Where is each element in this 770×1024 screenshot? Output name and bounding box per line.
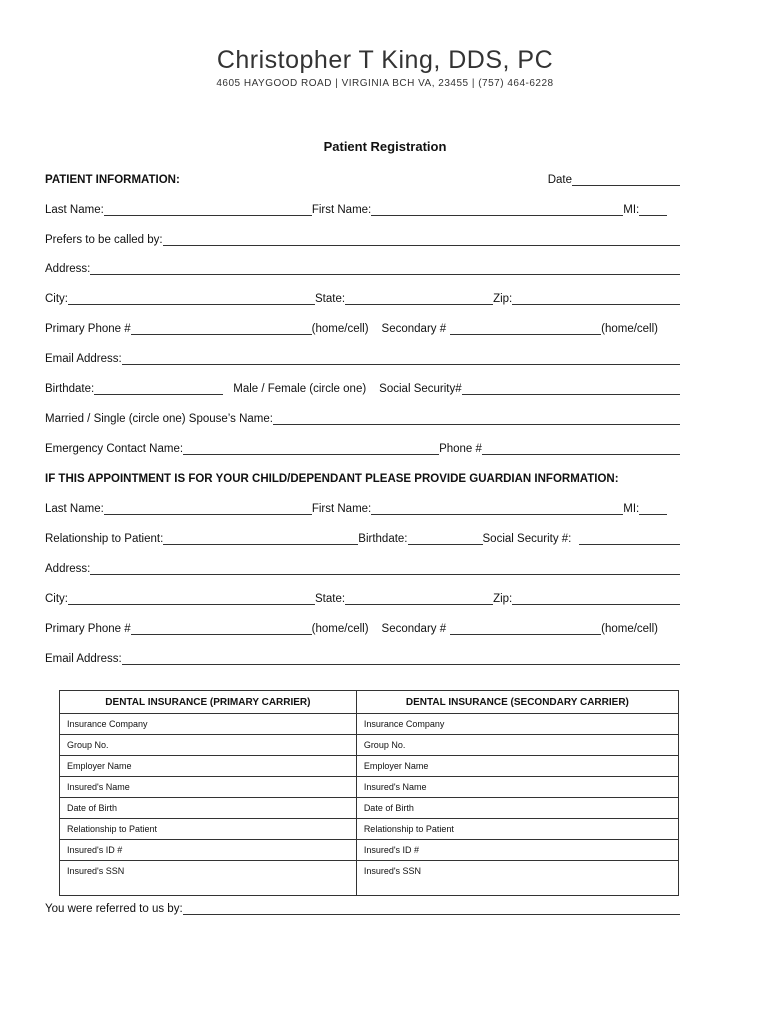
guardian-zip-label: Zip: [493, 593, 513, 605]
guardian-ssn-label: Social Security #: [482, 533, 572, 545]
address-label: Address: [45, 263, 91, 275]
mi-label: MI: [623, 204, 640, 216]
referral-row [45, 899, 687, 915]
guardian-email-field[interactable] [122, 653, 680, 665]
secondary-phone-label: Secondary # [381, 323, 447, 335]
zip-field[interactable] [512, 293, 680, 305]
first-name-label: First Name: [311, 204, 372, 216]
guardian-state-label: State: [315, 593, 346, 605]
guardian-heading: IF THIS APPOINTMENT IS FOR YOUR CHILD/DEPENDANT PLEASE PROVIDE GUARDIAN INFORMATION: [45, 473, 619, 485]
primary-group-no-cell[interactable]: Group No. [60, 735, 357, 756]
city-row [45, 289, 687, 305]
city-label: City: [45, 293, 68, 305]
emergency-phone-label: Phone # [439, 443, 482, 455]
relationship-field[interactable] [163, 533, 358, 545]
insurance-table [59, 690, 679, 896]
table-row [60, 798, 679, 819]
practice-address: 4605 HAYGOOD ROAD | VIRGINIA BCH VA, 23455 | (757) 464-6228 [216, 78, 554, 89]
guardian-email-row [45, 649, 687, 665]
primary-insured-id-cell[interactable]: Insured's ID # [60, 840, 357, 861]
ssn-field[interactable] [462, 383, 680, 395]
guardian-birthdate-label: Birthdate: [358, 533, 408, 545]
primary-relationship-cell[interactable]: Relationship to Patient [60, 819, 357, 840]
referral-field[interactable] [183, 903, 680, 915]
guardian-mi-field[interactable] [639, 503, 667, 515]
prefers-label: Prefers to be called by: [45, 234, 163, 246]
gender-label[interactable]: Male / Female (circle one) [233, 383, 367, 395]
prefers-row [45, 230, 687, 246]
table-row [60, 819, 679, 840]
guardian-mi-label: MI: [623, 503, 640, 515]
spouse-name-field[interactable] [273, 413, 680, 425]
guardian-email-label: Email Address: [45, 653, 122, 665]
primary-employer-name-cell[interactable]: Employer Name [60, 756, 357, 777]
guardian-city-label: City: [45, 593, 68, 605]
city-field[interactable] [68, 293, 315, 305]
guardian-secondary-phone-field[interactable] [450, 623, 601, 635]
address-field[interactable] [90, 263, 680, 275]
guardian-home-cell-label: (home/cell) [311, 623, 369, 635]
guardian-name-row [45, 499, 687, 515]
email-label: Email Address: [45, 353, 122, 365]
referral-label: You were referred to us by: [45, 903, 183, 915]
primary-phone-label: Primary Phone # [45, 323, 131, 335]
guardian-primary-phone-label: Primary Phone # [45, 623, 131, 635]
secondary-phone-field[interactable] [450, 323, 601, 335]
guardian-city-row [45, 589, 687, 605]
prefers-field[interactable] [163, 234, 680, 246]
relationship-label: Relationship to Patient: [45, 533, 164, 545]
guardian-first-name-label: First Name: [311, 503, 372, 515]
guardian-birthdate-field[interactable] [408, 533, 483, 545]
guardian-address-field[interactable] [90, 563, 680, 575]
state-field[interactable] [345, 293, 493, 305]
guardian-phone-row [45, 619, 687, 635]
guardian-city-field[interactable] [68, 593, 315, 605]
state-label: State: [315, 293, 346, 305]
secondary-insured-id-cell[interactable]: Insured's ID # [356, 840, 678, 861]
date-label: Date [547, 174, 572, 186]
first-name-field[interactable] [371, 204, 623, 216]
table-row [60, 840, 679, 861]
marital-row [45, 409, 687, 425]
table-row [60, 861, 679, 882]
table-row [60, 756, 679, 777]
patient-info-row [45, 170, 687, 186]
guardian-address-label: Address: [45, 563, 91, 575]
patient-info-heading: PATIENT INFORMATION: [45, 174, 180, 186]
secondary-blank-cell[interactable] [356, 881, 678, 896]
zip-label: Zip: [493, 293, 513, 305]
primary-insurance-company-cell[interactable]: Insurance Company [60, 714, 357, 735]
guardian-primary-phone-field[interactable] [131, 623, 312, 635]
table-row [60, 714, 679, 735]
table-row [60, 735, 679, 756]
primary-phone-field[interactable] [131, 323, 312, 335]
secondary-insured-ssn-cell[interactable]: Insured's SSN [356, 861, 678, 882]
patient-name-row [45, 200, 687, 216]
email-row [45, 349, 687, 365]
phone-row [45, 319, 687, 335]
birthdate-row [45, 379, 687, 395]
secondary-employer-name-cell[interactable]: Employer Name [356, 756, 678, 777]
table-row [60, 881, 679, 896]
marital-label[interactable]: Married / Single (circle one) Spouse’s Name: [45, 413, 273, 425]
guardian-first-name-field[interactable] [371, 503, 623, 515]
secondary-group-no-cell[interactable]: Group No. [356, 735, 678, 756]
primary-date-of-birth-cell[interactable]: Date of Birth [60, 798, 357, 819]
practice-name: Christopher T King, DDS, PC [216, 46, 554, 74]
mi-field[interactable] [639, 204, 667, 216]
address-row [45, 259, 687, 275]
email-field[interactable] [122, 353, 680, 365]
emergency-row [45, 439, 687, 455]
home-cell-label: (home/cell) [311, 323, 369, 335]
guardian-last-name-field[interactable] [104, 503, 312, 515]
guardian-heading-row [45, 469, 687, 485]
secondary-relationship-cell[interactable]: Relationship to Patient [356, 819, 678, 840]
last-name-label: Last Name: [45, 204, 104, 216]
table-row [60, 777, 679, 798]
guardian-address-row [45, 559, 687, 575]
guardian-state-field[interactable] [345, 593, 493, 605]
guardian-secondary-phone-label: Secondary # [381, 623, 447, 635]
primary-insured-ssn-cell[interactable]: Insured's SSN [60, 861, 357, 882]
last-name-field[interactable] [104, 204, 312, 216]
guardian-home-cell-label-2: (home/cell) [601, 623, 659, 635]
secondary-insurance-company-cell[interactable]: Insurance Company [356, 714, 678, 735]
secondary-carrier-header: DENTAL INSURANCE (SECONDARY CARRIER) [356, 691, 678, 714]
emergency-name-field[interactable] [183, 443, 439, 455]
ssn-label: Social Security# [379, 383, 462, 395]
birthdate-field[interactable] [94, 383, 223, 395]
guardian-ssn-field[interactable] [579, 533, 680, 545]
guardian-last-name-label: Last Name: [45, 503, 104, 515]
form-title: Patient Registration [323, 139, 447, 154]
birthdate-label: Birthdate: [45, 383, 95, 395]
guardian-relationship-row [45, 529, 687, 545]
primary-blank-cell[interactable] [60, 881, 357, 896]
primary-insured-name-cell[interactable]: Insured's Name [60, 777, 357, 798]
secondary-date-of-birth-cell[interactable]: Date of Birth [356, 798, 678, 819]
guardian-zip-field[interactable] [512, 593, 680, 605]
date-field[interactable] [572, 174, 680, 186]
primary-carrier-header: DENTAL INSURANCE (PRIMARY CARRIER) [60, 691, 357, 714]
emergency-phone-field[interactable] [482, 443, 680, 455]
home-cell-label-2: (home/cell) [601, 323, 659, 335]
secondary-insured-name-cell[interactable]: Insured's Name [356, 777, 678, 798]
emergency-label: Emergency Contact Name: [45, 443, 184, 455]
